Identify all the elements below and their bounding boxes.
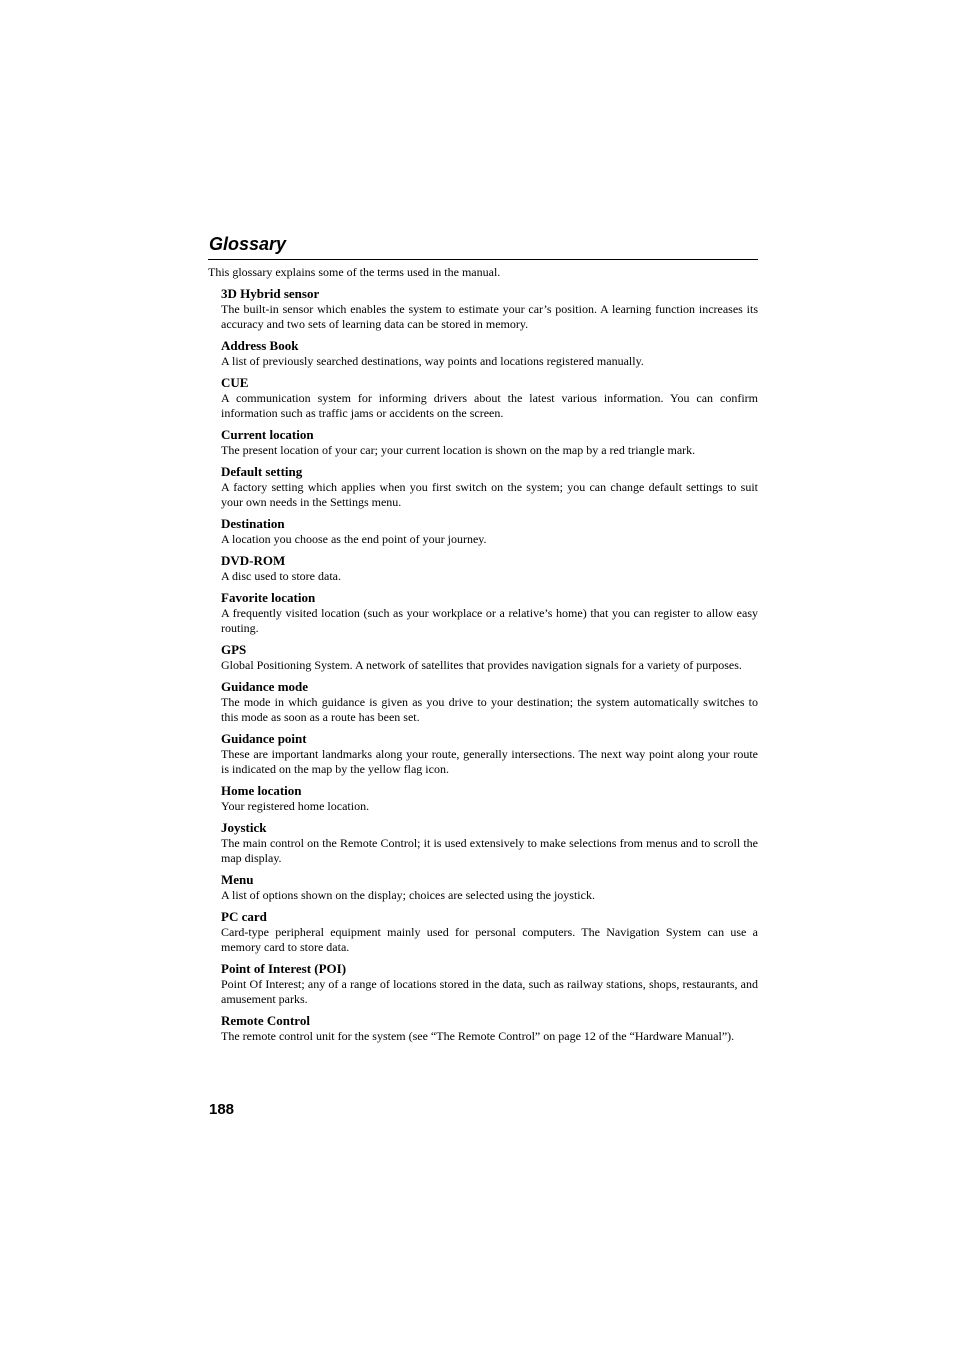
glossary-entry: [221, 589, 758, 636]
glossary-term: Remote Control: [221, 1013, 310, 1028]
glossary-definition: Card-type peripheral equipment mainly used for personal computers. The Navigation System can use a memory card to store data.: [221, 925, 758, 954]
glossary-definition: A list of previously searched destinations, way points and locations registered manually.: [221, 354, 644, 368]
glossary-term: Default setting: [221, 464, 303, 479]
glossary-definition: The main control on the Remote Control; it is used extensively to make selections from menus and to scroll the map display.: [221, 836, 758, 865]
glossary-definition: A location you choose as the end point of your journey.: [221, 532, 487, 546]
glossary-definition: The built-in sensor which enables the system to estimate your car’s position. A learning function increases its accuracy and two sets of learning data can be stored in memory.: [221, 302, 758, 331]
glossary-entry: [221, 1012, 758, 1044]
glossary-term: 3D Hybrid sensor: [221, 286, 320, 301]
glossary-term: Guidance mode: [221, 679, 309, 694]
glossary-definition: A disc used to store data.: [221, 569, 341, 583]
glossary-definition: These are important landmarks along your route, generally intersections. The next way point along your route is indicated on the map by the yellow flag icon.: [221, 747, 758, 776]
glossary-definition: A frequently visited location (such as your workplace or a relative’s home) that you can register to allow easy routing.: [221, 606, 758, 635]
glossary-definition: The present location of your car; your current location is shown on the map by a red triangle mark.: [221, 443, 696, 457]
glossary-term: CUE: [221, 375, 249, 390]
glossary-term: Joystick: [221, 820, 267, 835]
intro-text: This glossary explains some of the terms used in the manual.: [208, 265, 501, 279]
glossary-entry: [221, 819, 758, 866]
title-rule: [208, 259, 758, 260]
glossary-entry: [221, 641, 758, 673]
glossary-term: Menu: [221, 872, 254, 887]
glossary-term: Home location: [221, 783, 302, 798]
glossary-entry: [221, 960, 758, 1007]
glossary-term: Point of Interest (POI): [221, 961, 347, 976]
glossary-entry: [221, 730, 758, 777]
glossary-term: Favorite location: [221, 590, 316, 605]
glossary-definition: A communication system for informing drivers about the latest various information. You can confirm information such as traffic jams or accidents on the screen.: [221, 391, 758, 420]
glossary-list: [221, 285, 758, 1049]
glossary-entry: [221, 678, 758, 725]
glossary-term: Address Book: [221, 338, 299, 353]
glossary-entry: [221, 515, 758, 547]
glossary-entry: [221, 285, 758, 332]
glossary-definition: A factory setting which applies when you first switch on the system; you can change default settings to suit your own needs in the Settings menu.: [221, 480, 758, 509]
glossary-entry: [221, 552, 758, 584]
page-number: 188: [209, 1101, 235, 1118]
glossary-term: Current location: [221, 427, 314, 442]
page-title: Glossary: [209, 234, 287, 254]
glossary-entry: [221, 871, 758, 903]
glossary-entry: [221, 463, 758, 510]
glossary-term: GPS: [221, 642, 247, 657]
glossary-term: Destination: [221, 516, 285, 531]
glossary-entry: [221, 374, 758, 421]
glossary-definition: The mode in which guidance is given as you drive to your destination; the system automatically switches to this mode as soon as a route has been set.: [221, 695, 758, 724]
glossary-definition: Global Positioning System. A network of satellites that provides navigation signals for a variety of purposes.: [221, 658, 742, 672]
glossary-definition: Your registered home location.: [221, 799, 370, 813]
glossary-definition: The remote control unit for the system (see “The Remote Control” on page 12 of the “Hardware Manual”).: [221, 1029, 735, 1043]
glossary-term: PC card: [221, 909, 267, 924]
glossary-definition: Point Of Interest; any of a range of locations stored in the data, such as railway stations, shops, restaurants, and amusement parks.: [221, 977, 758, 1006]
glossary-entry: [221, 782, 758, 814]
glossary-term: Guidance point: [221, 731, 307, 746]
glossary-entry: [221, 337, 758, 369]
glossary-definition: A list of options shown on the display; choices are selected using the joystick.: [221, 888, 595, 902]
glossary-entry: [221, 908, 758, 955]
glossary-entry: [221, 426, 758, 458]
glossary-term: DVD-ROM: [221, 553, 286, 568]
